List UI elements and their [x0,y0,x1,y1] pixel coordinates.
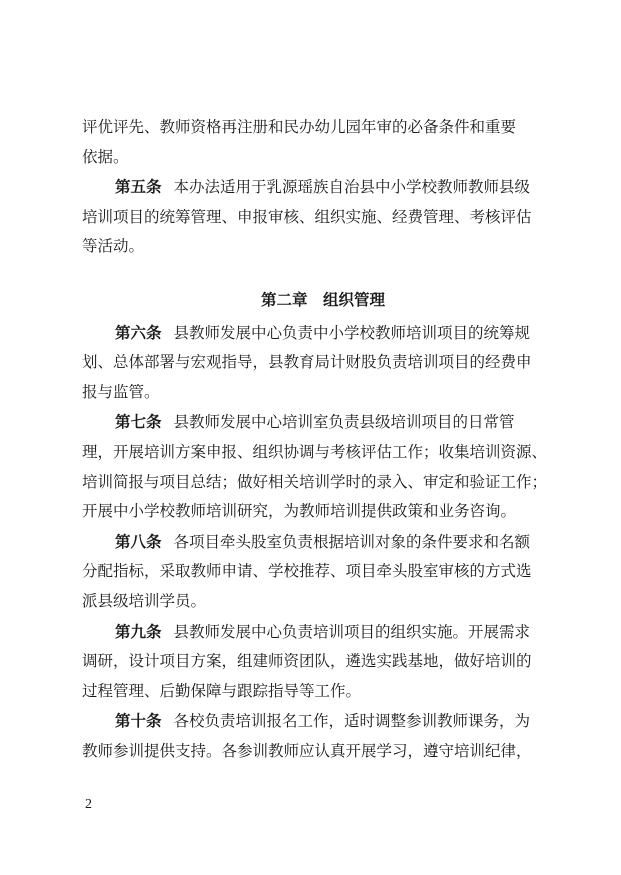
article-text: 县教师发展中心负责中小学校教师培训项目的统筹规 [173,323,531,342]
article-text: 各项目牵头股室负责根据培训对象的条件要求和名额 [173,532,531,551]
paragraph-line: 分配指标，采取教师申请、学校推荐、项目牵头股室审核的方式选 [82,562,532,581]
paragraph-line: 教师参训提供支持。各参训教师应认真开展学习，遵守培训纪律， [82,741,532,760]
paragraph-line: 评优评先、教师资格再注册和民办幼儿园年审的必备条件和重要 [82,118,517,136]
article-label: 第八条 [115,531,162,551]
paragraph-line: 培训项目的统筹管理、申报审核、组织实施、经费管理、考核评估 [82,207,532,226]
article-label: 第十条 [115,711,162,731]
article-5 [82,172,564,203]
paragraph-line: 调研，设计项目方案，组建师资团队，遴选实践基地，做好培训的 [82,652,532,671]
page-number: 2 [85,797,92,812]
paragraph-line: 划、总体部署与宏观指导，县教育局计财股负责培训项目的经费申 [82,353,532,372]
paragraph-line: 开展中小学校教师培训研究，为教师培训提供政策和业务咨询。 [82,502,517,521]
paragraph-line: 理，开展培训方案申报、组织协调与考核评估工作；收集培训资源、 [82,442,548,461]
article-label: 第五条 [115,177,162,197]
article-9 [82,617,564,648]
article-text: 各校负责培训报名工作，适时调整参训教师课务，为 [173,712,531,731]
article-7 [82,407,564,438]
paragraph-line: 派县级培训学员。 [82,591,207,610]
article-text: 本办法适用于乳源瑶族自治县中小学校教师教师县级 [173,178,531,197]
article-label: 第六条 [115,322,162,342]
paragraph-line: 依据。 [82,147,129,166]
article-6 [82,318,564,349]
article-label: 第九条 [115,621,162,641]
paragraph-line: 过程管理、后勤保障与跟踪指导等工作。 [82,681,362,700]
article-text: 县教师发展中心培训室负责县级培训项目的日常管 [173,413,515,432]
paragraph-line: 报与监管。 [82,382,160,401]
article-10 [82,706,564,737]
article-text: 县教师发展中心负责培训项目的组织实施。开展需求 [173,622,531,641]
article-8 [82,527,564,558]
paragraph-line: 等活动。 [82,237,145,256]
document-body [82,113,564,766]
chapter-heading: 第二章 组织管理 [260,290,385,309]
paragraph-line: 培训简报与项目总结；做好相关培训学时的录入、审定和验证工作； [82,472,548,491]
article-label: 第七条 [115,412,162,432]
